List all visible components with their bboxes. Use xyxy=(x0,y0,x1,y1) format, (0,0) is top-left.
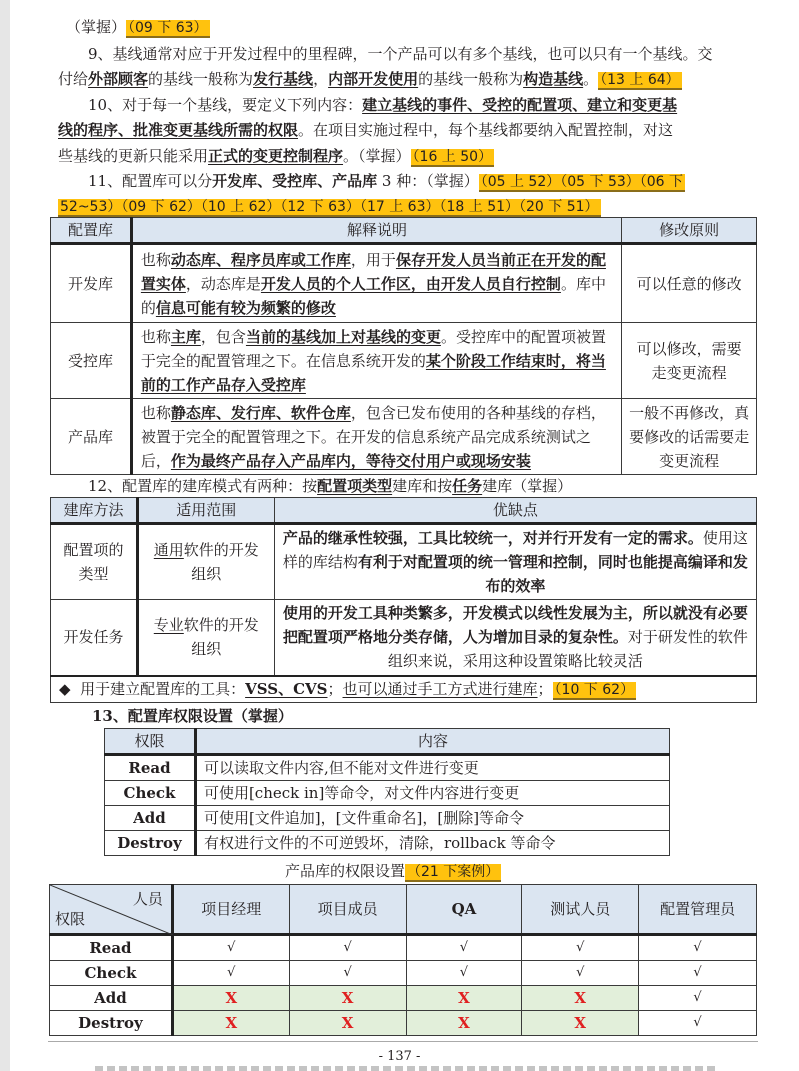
item11-line2 xyxy=(58,194,601,219)
deny-mark: X xyxy=(289,986,406,1011)
modify-rule: 一般不再修改，真要修改的话需要走变更流程 xyxy=(622,399,757,475)
table-row xyxy=(51,244,757,323)
text: 的基线一般称为 xyxy=(148,70,254,88)
caption-text: 产品库的权限设置 xyxy=(285,862,406,880)
build-method: 开发任务 xyxy=(51,600,138,676)
exam-ref-badge: （16 上 50） xyxy=(412,149,493,165)
table-header-row xyxy=(105,729,670,755)
key-term: 开发人员的个人工作区，由开发人员自行控制 xyxy=(260,274,561,293)
key-term: 也可以通过手工方式进行建库 xyxy=(342,679,538,698)
column-header: 解释说明 xyxy=(131,218,621,244)
diamond-bullet-icon: ◆ xyxy=(59,679,71,698)
item10-line2 xyxy=(58,118,673,142)
pros-cons-cell xyxy=(274,524,756,600)
key-term: 建立基线的事件、受控的配置项、建立和变更基 xyxy=(362,96,678,114)
page-number: - 137 - xyxy=(378,1049,421,1064)
table-row xyxy=(51,600,757,676)
text: 10、对于每一个基线，要定义下列内容： xyxy=(88,96,363,114)
text: ； xyxy=(327,679,343,698)
role-header: QA xyxy=(406,885,522,935)
table-header-row xyxy=(51,498,757,524)
corner-label-permission: 权限 xyxy=(55,910,86,928)
tools-note xyxy=(51,676,757,703)
allow-checkmark: √ xyxy=(172,961,289,986)
allow-checkmark: √ xyxy=(639,935,757,961)
column-header: 权限 xyxy=(105,729,196,755)
key-term: 保存开发人员当前正在开发的配置实体 xyxy=(140,250,606,293)
role-header: 项目经理 xyxy=(172,885,289,935)
library-name: 开发库 xyxy=(51,244,132,323)
text: 。 xyxy=(583,70,599,88)
library-name: 受控库 xyxy=(51,323,132,399)
permission-name: Add xyxy=(50,986,173,1011)
permission-content: 可以读取文件内容,但不能对文件进行变更 xyxy=(195,755,669,781)
text: 。（掌握） xyxy=(343,147,411,165)
library-desc xyxy=(131,244,621,323)
allow-checkmark: √ xyxy=(522,961,639,986)
text: 建库（掌握） xyxy=(482,477,573,495)
table-header-row xyxy=(51,218,757,244)
role-header: 项目成员 xyxy=(289,885,406,935)
text: 。在项目实施过程中，每个基线都要纳入配置控制，对这 xyxy=(298,121,674,139)
permission-name: Check xyxy=(50,961,173,986)
table-row xyxy=(105,755,670,781)
table-header-row xyxy=(50,885,757,935)
key-term: 配置项类型 xyxy=(317,477,393,495)
table-row xyxy=(51,323,757,399)
table-row xyxy=(105,831,670,856)
allow-checkmark: √ xyxy=(289,935,406,961)
item13-title: 13、配置库权限设置（掌握） xyxy=(92,707,293,725)
key-term: 任务 xyxy=(452,477,483,495)
text: 建库和按 xyxy=(392,477,453,495)
column-header: 优缺点 xyxy=(274,498,756,524)
matrix-row xyxy=(50,1011,757,1036)
permission-name: Destroy xyxy=(50,1011,173,1036)
exam-ref-badge: 52~53）（09 下 62）（10 上 62）（12 下 63）（17 上 63）（18 上 51）（20 下 51） xyxy=(60,199,599,215)
allow-checkmark: √ xyxy=(639,986,757,1011)
column-header: 内容 xyxy=(195,729,669,755)
key-term: 开发库、受控库、产品库 xyxy=(212,172,378,190)
modify-rule: 可以任意的修改 xyxy=(622,244,757,323)
corner-header xyxy=(50,885,173,935)
text: 的基线一般称为 xyxy=(418,70,524,88)
text: 也称 xyxy=(140,403,171,422)
key-term: 作为最终产品存入产品库内，等待交付用户或现场安装 xyxy=(170,451,531,470)
item10-line1 xyxy=(88,93,677,117)
column-header: 修改原则 xyxy=(622,218,757,244)
key-term: 专业 xyxy=(153,616,184,635)
key-term: 正式的变更控制程序 xyxy=(208,147,344,165)
text: ； xyxy=(537,679,553,698)
allow-checkmark: √ xyxy=(172,935,289,961)
matrix-row xyxy=(50,986,757,1011)
build-method: 配置项的类型 xyxy=(51,524,138,600)
library-name: 产品库 xyxy=(51,399,132,475)
permission-table xyxy=(104,728,670,856)
pros-text: 有利于对配置项的统一管理和控制，同时也能提高编译和发布的效率 xyxy=(357,553,748,595)
deny-mark: X xyxy=(406,1011,522,1036)
text: 些基线的更新只能采用 xyxy=(58,147,209,165)
matrix-row xyxy=(50,961,757,986)
text: 11、配置库可以分 xyxy=(88,172,213,190)
build-mode-table xyxy=(50,497,757,703)
scope-cell xyxy=(137,524,274,600)
table-row xyxy=(51,399,757,475)
intro-line xyxy=(66,15,210,40)
key-term: 动态库、程序员库或工作库 xyxy=(170,250,351,269)
permission-name: Check xyxy=(105,781,196,806)
column-header: 配置库 xyxy=(51,218,132,244)
allow-checkmark: √ xyxy=(289,961,406,986)
deny-mark: X xyxy=(406,986,522,1011)
key-term: 发行基线 xyxy=(253,70,314,88)
tools-note-row xyxy=(51,676,757,703)
text: 。库中的 xyxy=(140,274,606,317)
text: 也称 xyxy=(140,250,171,269)
key-term: VSS、CVS xyxy=(245,679,328,698)
column-header: 建库方法 xyxy=(51,498,138,524)
next-line-fragment xyxy=(95,1066,715,1071)
table-row xyxy=(105,781,670,806)
text: 3 种：（掌握） xyxy=(377,172,479,190)
text: ， xyxy=(313,70,329,88)
deny-mark: X xyxy=(172,1011,289,1036)
pros-cons-cell xyxy=(274,600,756,676)
text: ，动态库是 xyxy=(185,274,261,293)
text: 用于建立配置库的工具： xyxy=(80,679,246,698)
allow-checkmark: √ xyxy=(639,961,757,986)
key-term: 静态库、发行库、软件仓库 xyxy=(170,403,351,422)
table-row xyxy=(51,524,757,600)
scope-text: 软件的开发组织 xyxy=(183,616,259,659)
deny-mark: X xyxy=(289,1011,406,1036)
text: 。受控库中的配置项被置于完全的配置管理之下。在信息系统开发的 xyxy=(140,327,606,370)
column-header: 适用范围 xyxy=(137,498,274,524)
permission-name: Destroy xyxy=(105,831,196,856)
exam-ref-badge: （09 下 63） xyxy=(128,20,208,36)
exam-ref-badge: （10 下 62） xyxy=(554,681,635,698)
exam-ref-badge: （05 上 52）（05 下 53）（06 下 xyxy=(480,174,684,190)
config-library-table xyxy=(50,217,757,475)
scope-text: 软件的开发组织 xyxy=(183,541,259,583)
matrix-row xyxy=(50,935,757,961)
item12-line xyxy=(88,474,572,498)
item10-line3 xyxy=(58,144,494,169)
footer-rule xyxy=(48,1041,758,1042)
allow-checkmark: √ xyxy=(639,1011,757,1036)
product-permission-matrix xyxy=(49,884,757,1036)
item9-line2 xyxy=(58,67,682,92)
allow-checkmark: √ xyxy=(522,935,639,961)
permission-name: Read xyxy=(105,755,196,781)
deny-mark: X xyxy=(172,986,289,1011)
scope-cell xyxy=(137,600,274,676)
permission-name: Read xyxy=(50,935,173,961)
text: 12、配置库的建库模式有两种：按 xyxy=(88,477,318,495)
key-term: 内部开发使用 xyxy=(328,70,419,88)
text: ，包含已发布使用的各种基线的存档，被置于完全的配置管理之下。在开发的信息系统产品完成系统测试之后， xyxy=(140,403,606,470)
key-term: 线的程序、批准变更基线所需的权限 xyxy=(58,121,299,139)
library-desc xyxy=(131,323,621,399)
corner-label-role: 人员 xyxy=(132,890,163,908)
allow-checkmark: √ xyxy=(406,961,522,986)
product-perm-caption xyxy=(285,859,501,884)
role-header: 配置管理员 xyxy=(639,885,757,935)
library-desc xyxy=(131,399,621,475)
allow-checkmark: √ xyxy=(406,935,522,961)
role-header: 测试人员 xyxy=(522,885,639,935)
key-term: 某个阶段工作结束时，将当前的工作产品存入受控库 xyxy=(140,351,606,394)
key-term: 通用 xyxy=(153,541,184,559)
permission-content: 可使用[check in]等命令，对文件内容进行变更 xyxy=(195,781,669,806)
pros-text: 产品的继承性较强，工具比较统一，对并行开发有一定的需求。 xyxy=(282,529,703,547)
deny-mark: X xyxy=(522,986,639,1011)
key-term: 信息可能有较为频繁的修改 xyxy=(155,298,336,317)
text: 也称 xyxy=(140,327,171,346)
item11-line1 xyxy=(88,169,685,194)
item9-line1: 9、基线通常对应于开发过程中的里程碑，一个产品可以有多个基线，也可以只有一个基线。交 xyxy=(88,45,713,63)
pros-text: 使用这样的库结构 xyxy=(282,529,748,571)
text: ，包含 xyxy=(200,327,246,346)
intro-prefix: （掌握） xyxy=(66,18,127,36)
key-term: 外部顾客 xyxy=(88,70,149,88)
modify-rule: 可以修改，需要走变更流程 xyxy=(622,323,757,399)
key-term: 构造基线 xyxy=(523,70,584,88)
table-row xyxy=(105,806,670,831)
text: 付给 xyxy=(58,70,89,88)
permission-content: 可使用[文件追加]，[文件重命名]，[删除]等命令 xyxy=(195,806,669,831)
pros-text: 对于研发性的软件组织来说，采用这种设置策略比较灵活 xyxy=(387,628,748,671)
exam-ref-badge: （21 下案例） xyxy=(407,864,500,880)
deny-mark: X xyxy=(522,1011,639,1036)
key-term: 主库 xyxy=(170,327,201,346)
pros-text: 使用的开发工具种类繁多，开发模式以线性发展为主，所以就没有必要把配置项严格地分类存储，人为增加目录的复杂性。 xyxy=(282,604,748,647)
permission-name: Add xyxy=(105,806,196,831)
key-term: 当前的基线加上对基线的变更 xyxy=(245,327,441,346)
exam-ref-badge: （13 上 64） xyxy=(600,72,680,88)
text: ，用于 xyxy=(350,250,396,269)
permission-content: 有权进行文件的不可逆毁坏，清除，rollback 等命令 xyxy=(195,831,669,856)
